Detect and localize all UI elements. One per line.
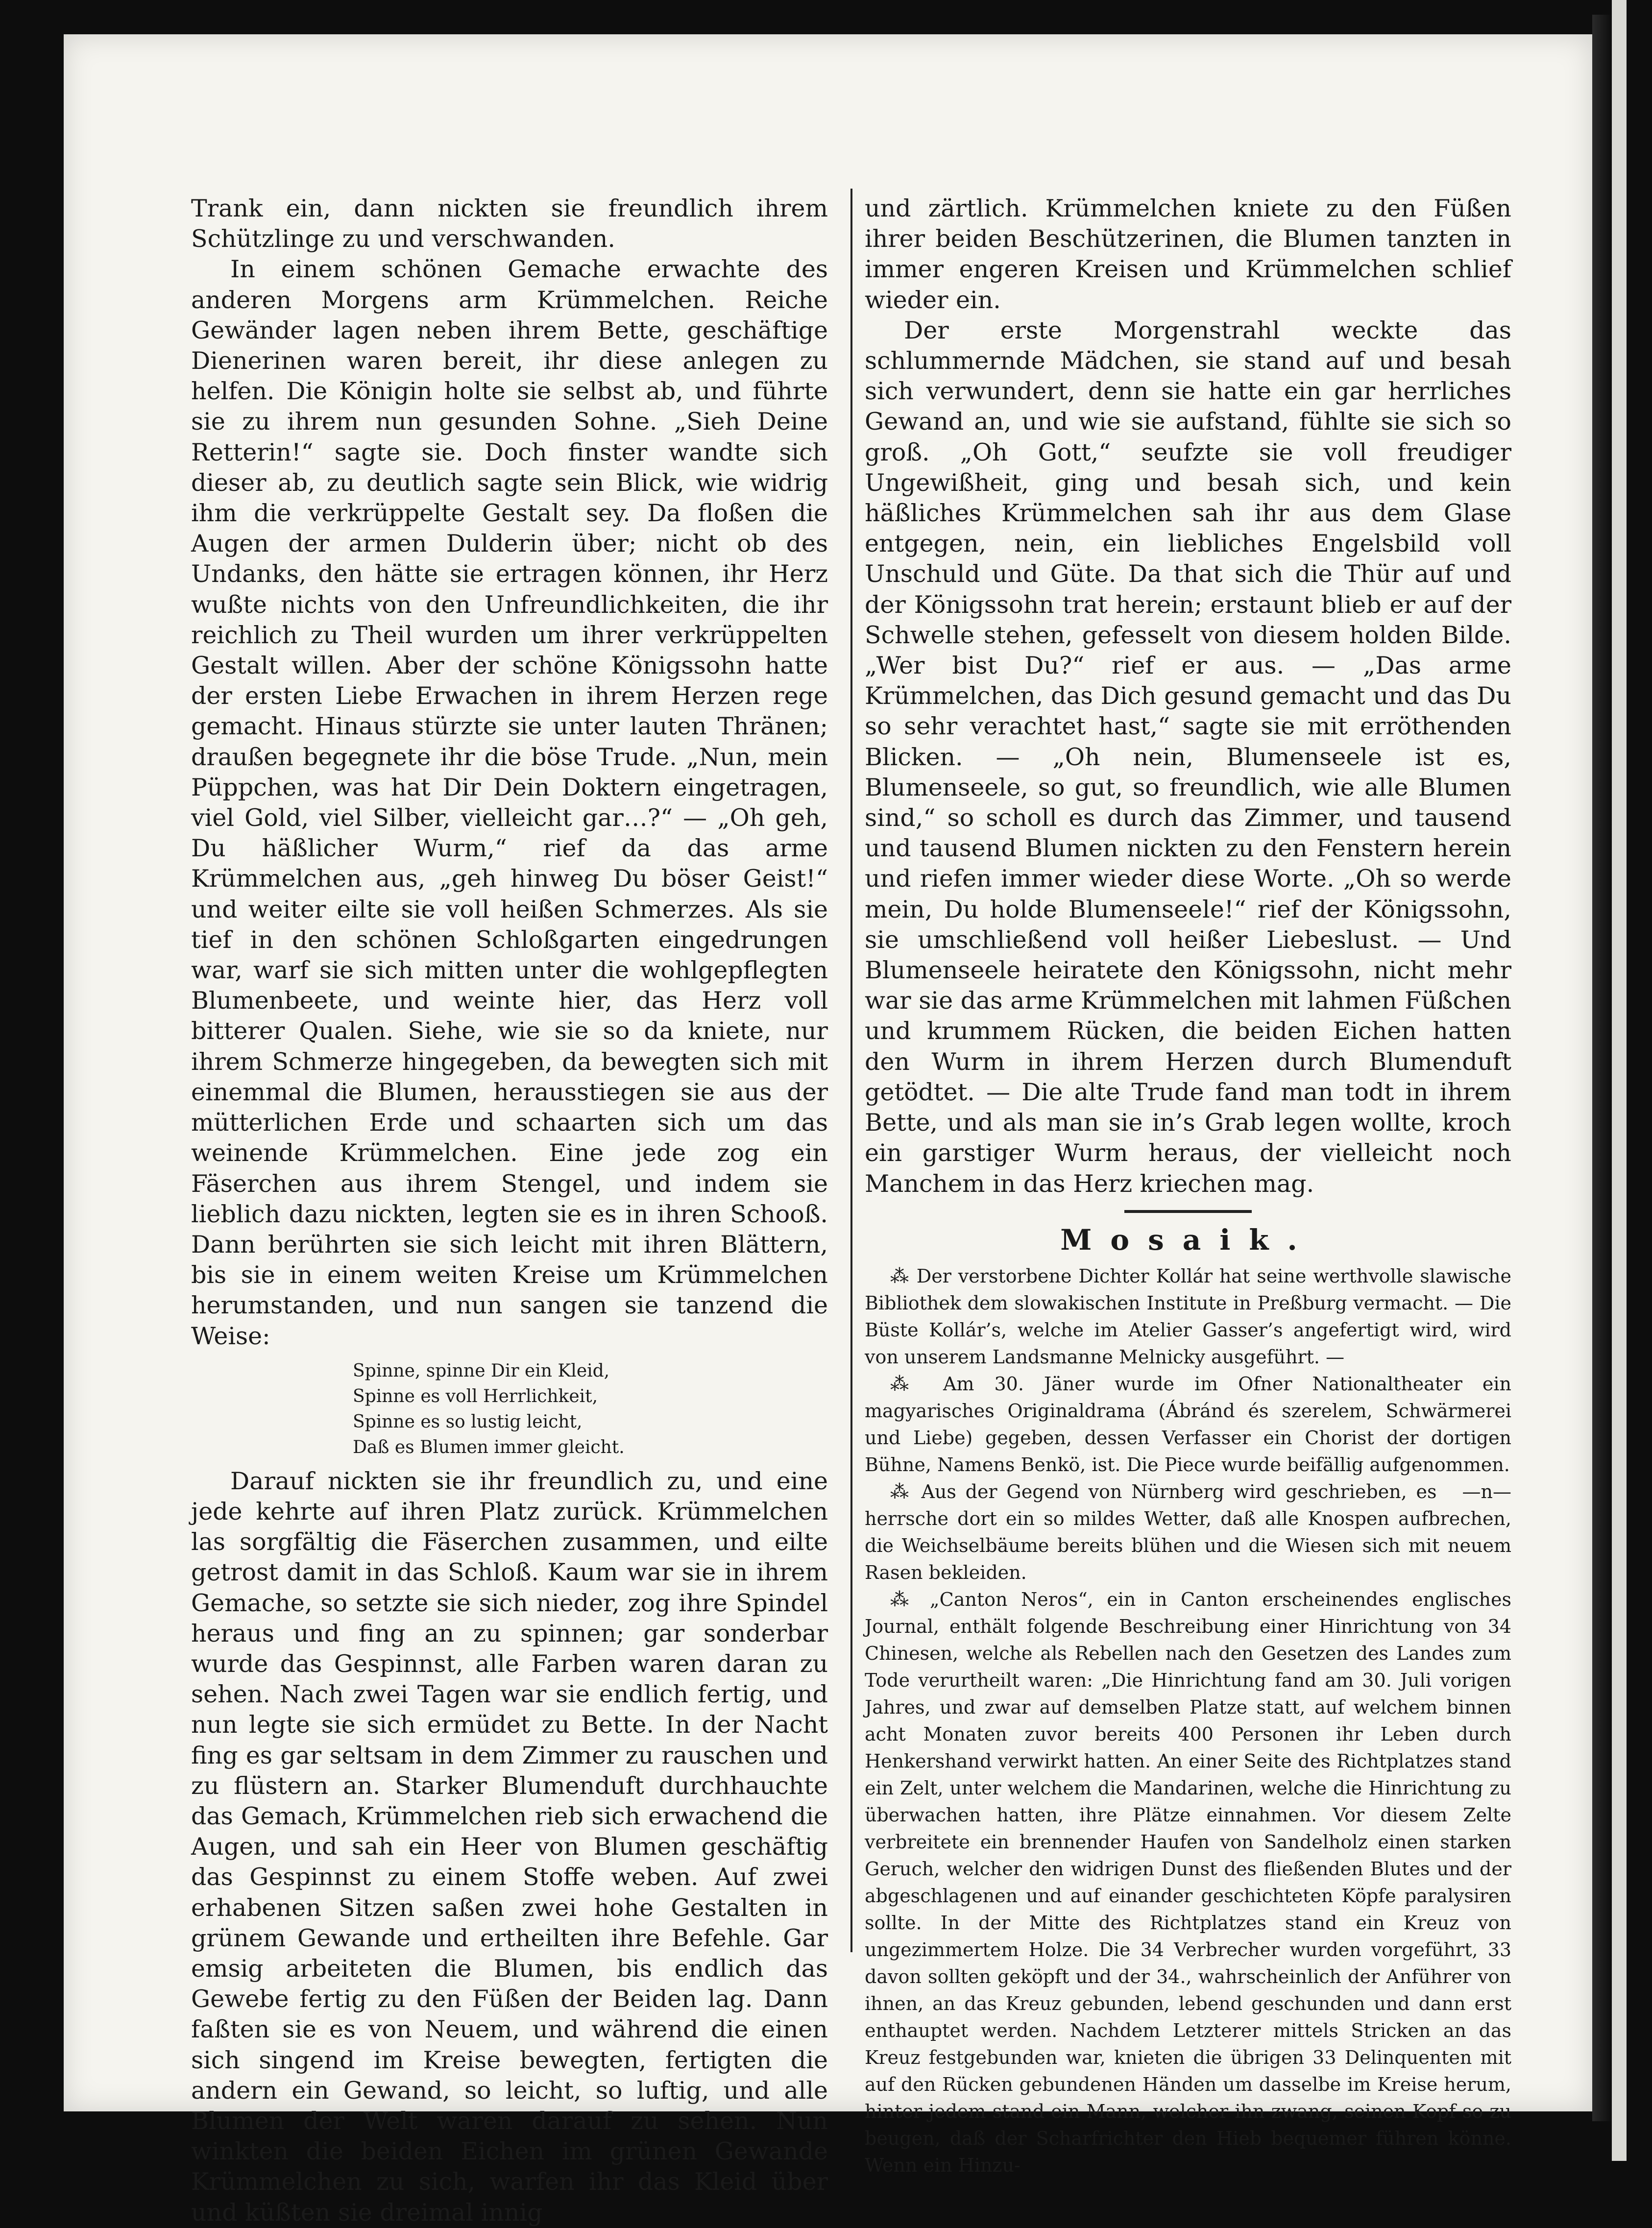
paragraph-1: Trank ein, dann nickten sie freundlich ihrem Schützlinge zu und verschwanden. [191, 194, 828, 253]
mosaik-item-3: ⁂ Aus der Gegend von Nürnberg wird geschrieben, es herrsche dort ein so mildes Wetter, daß alle Knospen aufbrechen, die Weichselbäume bereits blühen und die Wiesen sich mit neuem Rasen bekleiden. [865, 1480, 1511, 1583]
paragraph-4: und zärtlich. Krümmelchen kniete zu den Füßen ihrer beiden Beschützerinen, die Blumen tanzten in immer engeren Kreisen und Krümmelchen schlief wieder ein. [865, 194, 1511, 314]
paragraph-2: In einem schönen Gemache erwachte des anderen Morgens arm Krümmelchen. Reiche Gewänder lagen neben ihrem Bette, geschäftige Dienerinen waren bereit, ihr diese anlegen zu helfen. Die Königin holte sie selbst ab, und führte sie zu ihrem nun gesunden Sohne. „Sieh Deine Retterin!“ sagte sie. Doch finster wandte sich dieser ab, zu deutlich sagte sein Blick, wie widrig ihm die verkrüppelte Gestalt sey. Da floßen die Augen der armen Dulderin über; nicht ob des Undanks, den hätte sie ertragen können, ihr Herz wußte nichts von den Unfreundlichkeiten, die ihr reichlich zu Theil wurden um ihrer verkrüppelten Gestalt willen. Aber der schöne Königssohn hatte der ersten Liebe Erwachen in ihrem Herzen rege gemacht. Hinaus stürzte sie unter lauten Thränen; draußen begegnete ihr die böse Trude. „Nun, mein Püppchen, was hat Dir Dein Doktern eingetragen, viel Gold, viel Silber, vielleicht gar…?“ — „Oh geh, Du häßlicher Wurm,“ rief da das arme Krümmelchen aus, „geh hinweg Du böser Geist!“ und weiter eilte sie voll heißen Schmerzes. Als sie tief in den schönen Schloßgarten eingedrungen war, warf sie sich mitten unter die wohlgepflegten Blumenbeete, und weinte hier, das Herz voll bitterer Qualen. Siehe, wie sie so da kniete, nur ihrem Schmerze hingegeben, da bewegten sich mit einemmal die Blumen, herausstiegen sie aus der mütterlichen Erde und schaarten sich um das weinende Krümmelchen. Eine jede zog ein Fäserchen aus ihrem Stengel, und indem sie lieblich dazu nickten, legten sie es in ihren Schooß. Dann berührten sie sich leicht mit ihren Blättern, bis sie in einem weiten Kreise um Krümmelchen herumstanden, und nun sangen sie tanzend die Weise: [191, 255, 828, 1350]
mosaik-item-1: ⁂ Der verstorbene Dichter Kollár hat seine werthvolle slawische Bibliothek dem slowakischen Institute in Preßburg vermacht. — Die Büste Kollár’s, welche im Atelier Gasser’s angefertigt wird, wird von unserem Landsmanne Melnicky ausgeführt. — [865, 1265, 1511, 1368]
section-rule [1124, 1210, 1252, 1213]
mosaik-signature: —n— [1462, 1480, 1511, 1502]
mosaik-section [865, 1263, 1511, 2179]
right-column [865, 194, 1511, 2179]
mosaik-heading: Mosaik. [1060, 1223, 1316, 1257]
mosaik-item-2-text: ⁂ Am 30. Jäner wurde im Ofner Nationaltheater ein magyarisches Originaldrama (Ábránd és szerelem, Schwärmerei und Liebe) gegeben, dessen Verfasser ein Chorist der dortigen Bühne, Namens Benkö, ist. Die Piece wurde beifällig aufgenommen. [865, 1373, 1511, 1476]
verse-line-3: Spinne es so lustig leicht, [353, 1411, 583, 1432]
verse-line-1: Spinne, spinne Dir ein Kleid, [353, 1360, 610, 1381]
verse-line-4: Daß es Blumen immer gleicht. [353, 1437, 625, 1457]
page-edge-shadow [1592, 15, 1612, 2121]
next-page-edge [1612, 0, 1627, 2161]
paragraph-3: Darauf nickten sie ihr freundlich zu, und eine jede kehrte auf ihren Platz zurück. Krümmelchen las sorgfältig die Fäserchen zusammen, und eilte getrost damit in das Schloß. Kaum war sie in ihrem Gemache, so setzte sie sich nieder, zog ihre Spindel heraus und fing an zu spinnen; gar sonderbar wurde das Gespinnst, alle Farben waren daran zu sehen. Nach zwei Tagen war sie endlich fertig, und nun legte sie sich ermüdet zu Bette. In der Nacht fing es gar seltsam in dem Zimmer zu rauschen und zu flüstern an. Starker Blumenduft durchhauchte das Gemach, Krümmelchen rieb sich erwachend die Augen, und sah ein Heer von Blumen geschäftig das Gespinnst zu einem Stoffe weben. Auf zwei erhabenen Sitzen saßen zwei hohe Gestalten in grünem Gewande und ertheilten ihre Befehle. Gar emsig arbeiteten die Blumen, bis endlich das Gewebe fertig zu den Füßen der Beiden lag. Dann faßten sie es von Neuem, und während die einen sich singend im Kreise bewegten, fertigten die andern ein Gewand, so leicht, so luftig, und alle Blumen der Welt waren darauf zu sehen. Nun winkten die beiden Eichen im grünen Gewande Krümmelchen zu sich, warfen ihr das Kleid über und küßten sie dreimal innig [191, 1467, 828, 2227]
verse-line-2: Spinne es voll Herrlichkeit, [353, 1386, 598, 1406]
left-column [191, 194, 828, 2228]
mosaik-item-2 [865, 1371, 1511, 1502]
mosaik-item-4: ⁂ „Canton Neros“, ein in Canton erscheinendes englisches Journal, enthält folgende Beschreibung einer Hinrichtung von 34 Chinesen, welche als Rebellen nach den Gesetzen des Landes zum Tode verurtheilt waren: „Die Hinrichtung fand am 30. Juli vorigen Jahres, und zwar auf demselben Platze statt, auf welchem binnen acht Monaten zuvor bereits 400 Personen ihr Leben durch Henkershand verwirkt hatten. An einer Seite des Richtplatzes stand ein Zelt, unter welchem die Mandarinen, welche die Hinrichtung zu überwachen hatten, ihre Plätze einnahmen. Vor diesem Zelte verbreitete ein brennender Haufen von Sandelholz einen starken Geruch, welcher den widrigen Dunst des fließenden Blutes und der abgeschlagenen und auf einander geschichteten Köpfe paralysiren sollte. In der Mitte des Richtplatzes stand ein Kreuz von ungezimmertem Holze. Die 34 Verbrecher wurden vorgeführt, 33 davon sollten geköpft und der 34., wahrscheinlich der Anführer von ihnen, an das Kreuz gebunden, lebend geschunden und dann erst enthauptet werden. Nachdem Letzterer mittels Stricken an das Kreuz festgebunden war, knieten die übrigen 33 Delinquenten mit auf den Rücken gebundenen Händen um dasselbe im Kreise herum, hinter jedem stand ein Mann, welcher ihn zwang, seinen Kopf so zu beugen, daß der Scharfrichter den Hieb bequemer führen könne. Wenn ein Hinzu- [865, 1588, 1511, 2176]
paragraph-5: Der erste Morgenstrahl weckte das schlummernde Mädchen, sie stand auf und besah sich verwundert, denn sie hatte ein gar herrliches Gewand an, und wie sie aufstand, fühlte sie sich so groß. „Oh Gott,“ seufzte sie voll freudiger Ungewißheit, ging und besah sich, und kein häßliches Krümmelchen sah ihr aus dem Glase entgegen, nein, ein liebliches Engelsbild voll Unschuld und Güte. Da that sich die Thür auf und der Königssohn trat herein; erstaunt blieb er auf der Schwelle stehen, gefesselt von diesem holden Bilde. „Wer bist Du?“ rief er aus. — „Das arme Krümmelchen, das Dich gesund gemacht und das Du so sehr verachtet hast,“ sagte sie mit erröthenden Blicken. — „Oh nein, Blumenseele ist es, Blumenseele, so gut, so freundlich, wie alle Blumen sind,“ so scholl es durch das Zimmer, und tausend und tausend Blumen nickten zu den Fenstern herein und riefen immer wieder diese Worte. „Oh so werde mein, Du holde Blumenseele!“ rief der Königssohn, sie umschließend voll heißer Liebeslust. — Und Blumenseele heiratete den Königssohn, nicht mehr war sie das arme Krümmelchen mit lahmen Füßchen und krummem Rücken, die beiden Eichen hatten den Wurm in ihrem Herzen durch Blumenduft getödtet. — Die alte Trude fand man todt in ihrem Bette, und als man sie in’s Grab legen wollte, kroch ein garstiger Wurm heraus, der vielleicht noch Manchem in das Herz kriechen mag. [865, 316, 1511, 1198]
column-divider [850, 189, 852, 1952]
verse-block [353, 1358, 828, 1460]
